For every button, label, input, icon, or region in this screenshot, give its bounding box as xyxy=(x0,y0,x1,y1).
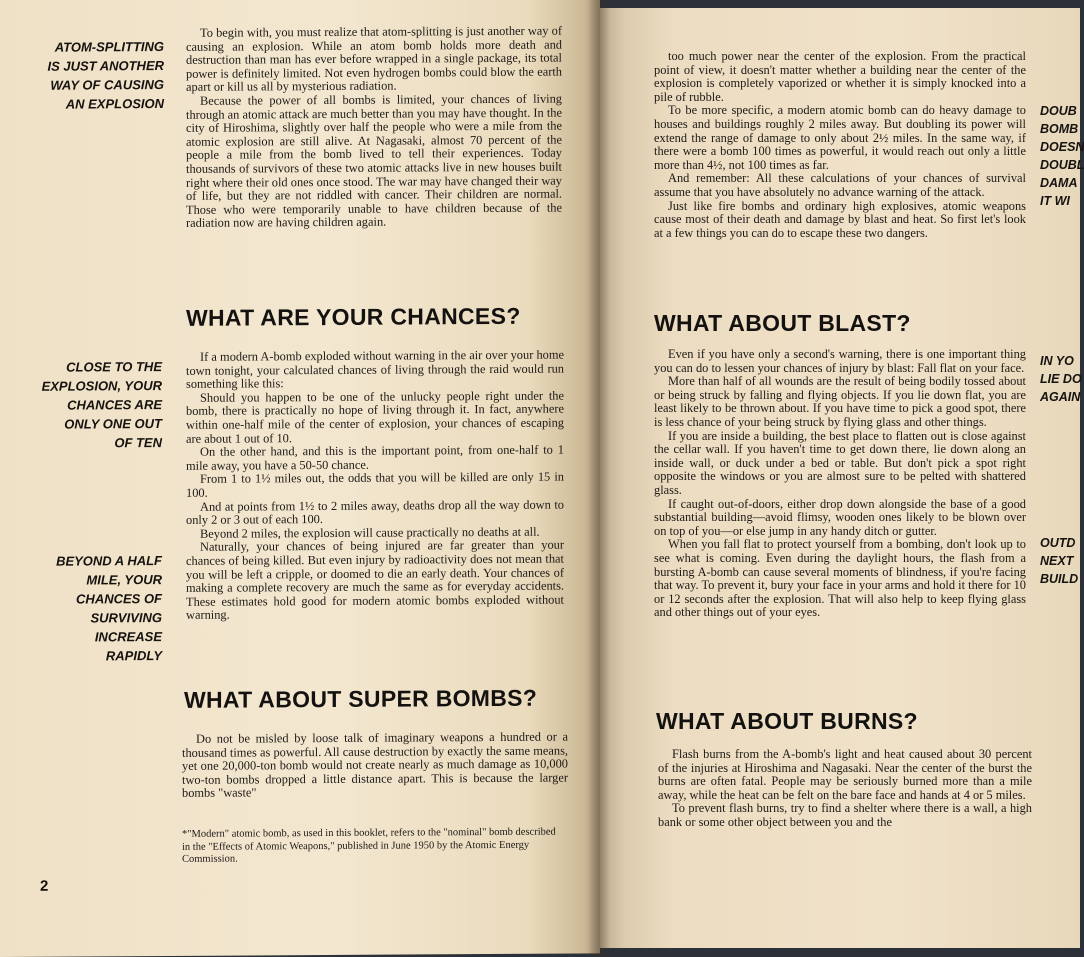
heading-your-chances: WHAT ARE YOUR CHANCES? xyxy=(186,302,521,331)
paragraph: too much power near the center of the explosion. From the practical point of view, it doesn't matter whether a building near the center of the explosion is completely vaporized or whether it is simply knocked into a pile of rubble. xyxy=(654,49,1026,104)
intro-text xyxy=(186,25,562,231)
paragraph: Do not be misled by loose talk of imaginary weapons a hundred or a thousand times as powerful. All cause destruction by exactly the same means, yet one 20,000-ton bomb would not create nearly as much damage as 10,000 two-ton bombs dropped a little distance apart. This is because the larger bombs "waste" xyxy=(182,729,568,801)
paragraph: Flash burns from the A-bomb's light and heat caused about 30 percent of the injuries at Hiroshima and Nagasaki. Near the center of the burst the burns are often fatal. People may be seriously burned more than a mile away, while the heat can be felt on the bare face and hands at 4 or 5 miles. xyxy=(658,747,1032,802)
margin-note-line: LIE DO xyxy=(1040,372,1082,386)
paragraph: Beyond 2 miles, the explosion will cause practically no deaths at all. xyxy=(200,524,540,541)
margin-note-line: INCREASE xyxy=(94,629,162,645)
margin-note-line: RAPIDLY xyxy=(105,648,162,664)
paragraph: To be more specific, a modern atomic bomb can do heavy damage to houses and buildings roughly 2 miles away. But doubling its power will extend the range of damage to only about 2½ miles. In the same way, if there were a bomb 100 times as powerful, it would reach out only a little more than 4½, not 100 times as far. xyxy=(654,103,1026,172)
paragraph: On the other hand, and this is the important point, from one-half to 1 mile away, you have a 50-50 chance. xyxy=(186,442,564,473)
margin-note-line: IT WI xyxy=(1040,194,1070,208)
margin-note-line: EXPLOSION, YOUR xyxy=(41,378,162,394)
margin-note-line: BEYOND A HALF xyxy=(56,553,162,569)
margin-note-line: DAMA xyxy=(1040,176,1078,190)
margin-note-line: ONLY ONE OUT xyxy=(64,416,162,432)
right-page xyxy=(600,8,1084,948)
margin-note-line: AN EXPLOSION xyxy=(65,95,164,112)
heading-about-blast: WHAT ABOUT BLAST? xyxy=(654,310,911,336)
margin-note-line: MILE, YOUR xyxy=(86,572,162,588)
margin-note-line: NEXT xyxy=(1040,554,1074,568)
margin-note-beyond-half-mile xyxy=(40,551,162,666)
margin-note-line: OF TEN xyxy=(114,435,162,451)
paragraph: If caught out-of-doors, either drop down alongside the base of a good substantial building—avoid flimsy, wooden ones likely to be blown over on top of you—or else jump in any handy ditch or gutter. xyxy=(654,496,1026,538)
paragraph: Just like fire bombs and ordinary high explosives, atomic weapons cause most of their death and damage by blast and heat. So first let's look at a few things you can do to escape these two dangers. xyxy=(654,198,1026,240)
footnote: *"Modern" atomic bomb, as used in this booklet, refers to the "nominal" bomb described in the "Effects of Atomic Weapons," published in June 1950 by the Atomic Energy Commission. xyxy=(182,826,556,865)
margin-note-line: BUILD xyxy=(1040,572,1079,586)
margin-note-line: CLOSE TO THE xyxy=(66,359,162,375)
paragraph: When you fall flat to protect yourself from a bombing, don't look up to see what is coming. Even during the daylight hours, the flash from a bursting A-bomb can cause several moments of blindness, if you're facing that way. To prevent it, bury your face in your arms and hold it there for 10 or 12 seconds after the explosion. That will also help to keep flying glass and other things out of your eyes. xyxy=(654,537,1026,620)
paragraph: Should you happen to be one of the unlucky people right under the bomb, there is practically no hope of living through it. In fact, anywhere within one-half mile of the center of explosion, your chances of escaping are about 1 out of 10. xyxy=(186,388,564,446)
paragraph: From 1 to 1½ miles out, the odds that you will be killed are only 15 in 100. xyxy=(186,469,564,500)
page-number: 2 xyxy=(40,877,49,895)
margin-note-line: IS JUST ANOTHER xyxy=(47,57,164,74)
heading-about-burns: WHAT ABOUT BURNS? xyxy=(656,708,918,734)
paragraph: If you are inside a building, the best place to flatten out is close against the cellar wall. If you haven't time to get down there, lie down along an inside wall, or duck under a bed or table. But don't pick a spot right opposite the windows or you are almost sure to be pelted with shattered glass. xyxy=(654,428,1026,497)
margin-note-atom-splitting xyxy=(40,37,164,114)
margin-note-line: AGAIN xyxy=(1040,390,1081,404)
margin-note-line: OUTD xyxy=(1040,536,1076,550)
margin-note-line: IN YO xyxy=(1040,354,1074,368)
paragraph: Because the power of all bombs is limited, your chances of living through an atomic attack are much better than you may have thought. In the city of Hiroshima, slightly over half the people who were a mile from the atomic explosion are still alive. At Nagasaki, almost 70 percent of the people a mile from the bomb lived to tell their experiences. Today thousands of survivors of these two atomic attacks live in new houses built right where their old ones once stood. The war may have changed their way of life, but they are not riddled with cancer. Their children are normal. Those who were temporarily unable to have children because of the radiation now are having children again. xyxy=(186,91,562,231)
burns-text xyxy=(658,748,1032,830)
margin-note-line: DOUBL xyxy=(1040,158,1084,172)
margin-note-close-to-explosion xyxy=(40,357,162,453)
margin-note-line: WAY OF CAUSING xyxy=(50,76,164,93)
margin-note-outdoors xyxy=(1040,534,1078,588)
margin-note-line: SURVIVING xyxy=(90,610,162,626)
margin-note-in-your-home xyxy=(1040,352,1082,406)
paragraph: If a modern A-bomb exploded without warning in the air over your home town tonight, your calculated chances of living through the raid would run something like this: xyxy=(186,347,564,392)
heading-super-bombs: WHAT ABOUT SUPER BOMBS? xyxy=(184,684,538,713)
paragraph: To begin with, you must realize that atom-splitting is just another way of causing an explosion. While an atom bomb holds more death and destruction than man has ever before wrapped in a single package, its total power is definitely limited. Not even hydrogen bombs could blow the earth apart or kill us all by mysterious radiation. xyxy=(186,23,562,95)
margin-note-line: CHANCES ARE xyxy=(67,397,162,413)
margin-note-line: CHANCES OF xyxy=(76,591,162,607)
margin-note-line: DOUB xyxy=(1040,104,1077,118)
paragraph: Naturally, your chances of being injured are far greater than your chances of being killed. But even injury by radioactivity does not mean that you will be left a cripple, or doomed to die an early death. Your chances of making a complete recovery are much the same as for everyday accidents. These estimates hold good for modern atomic bombs exploded without warning. xyxy=(186,537,564,623)
paragraph: More than half of all wounds are the result of being bodily tossed about or being struck by falling and flying objects. If you lie down flat, you are least likely to be thrown about. If you have time to pick a good spot, there is less chance of your being struck by flying glass and other things. xyxy=(654,374,1026,429)
super-bombs-text xyxy=(182,731,568,801)
margin-note-line: BOMB xyxy=(1040,122,1079,136)
margin-note-doubling xyxy=(1040,102,1084,210)
paragraph: To prevent flash burns, try to find a shelter where there is a wall, a high bank or some other object between you and the xyxy=(658,801,1032,829)
paragraph: Even if you have only a second's warning, there is one important thing you can do to lessen your chances of injury by blast: Fall flat on your face. xyxy=(654,347,1026,375)
blast-intro-text xyxy=(654,50,1026,240)
paragraph: And at points from 1½ to 2 miles away, deaths drop all the way down to only 2 or 3 out of each 100. xyxy=(186,497,564,527)
paragraph: And remember: All these calculations of your chances of survival assume that you have absolutely no advance warning of the attack. xyxy=(654,171,1026,199)
margin-note-line: DOESN xyxy=(1040,140,1084,154)
blast-text xyxy=(654,348,1026,620)
margin-note-line: ATOM-SPLITTING xyxy=(54,38,164,55)
chances-text xyxy=(186,349,564,623)
